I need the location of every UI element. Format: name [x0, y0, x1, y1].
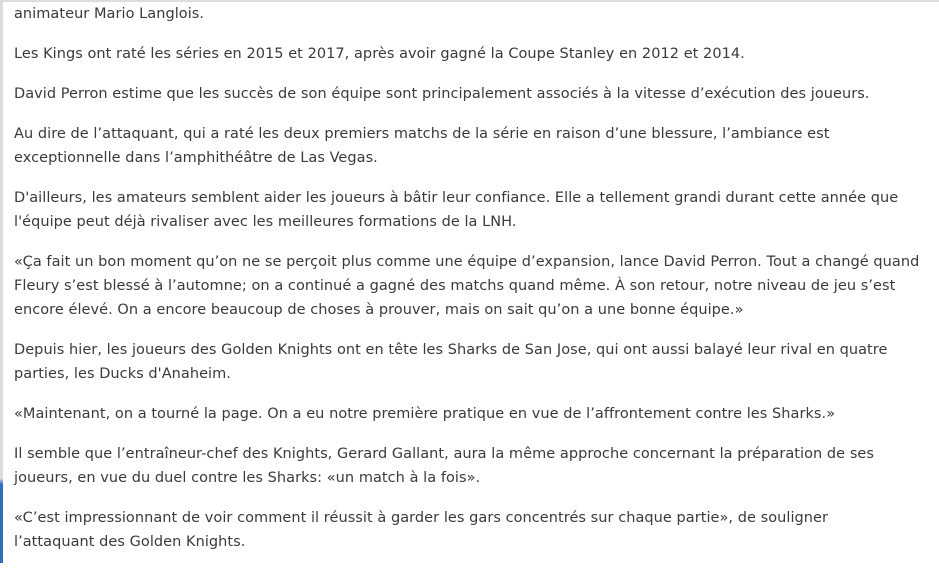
paragraph-line: Depuis hier, les joueurs des Golden Knights ont en tête les Sharks de San Jose, qui ont aussi balayé leur rival en quatre	[14, 342, 888, 358]
paragraph-line: «Maintenant, on a tourné la page. On a eu notre première pratique en vue de l’affrontement contre les Sharks.»	[14, 406, 836, 422]
paragraph	[14, 338, 924, 386]
paragraph-line: David Perron estime que les succès de son équipe sont principalement associés à la vitesse d’exécution des joueurs.	[14, 86, 870, 102]
paragraph-line: encore élevé. On a encore beaucoup de choses à prouver, mais on sait qu’on a une bonne équipe.»	[14, 302, 744, 318]
quote-paragraph	[14, 506, 924, 554]
paragraph	[14, 82, 924, 106]
paragraph-line: D'ailleurs, les amateurs semblent aider les joueurs à bâtir leur confiance. Elle a tellement grandi durant cette année que	[14, 190, 899, 206]
paragraph-line: animateur Mario Langlois.	[14, 6, 205, 22]
paragraph	[14, 186, 924, 234]
quote-paragraph	[14, 250, 924, 322]
article-body	[14, 2, 924, 570]
paragraph	[14, 42, 924, 66]
paragraph-line: joueurs, en vue du duel contre les Sharks: «un match à la fois».	[14, 470, 481, 486]
paragraph	[14, 442, 924, 490]
paragraph-line: l'équipe peut déjà rivaliser avec les meilleures formations de la LNH.	[14, 214, 517, 230]
paragraph-line: «C’est impressionnant de voir comment il réussit à garder les gars concentrés sur chaque partie», de souligner	[14, 510, 829, 526]
quote-paragraph	[14, 402, 924, 426]
paragraph-line: «Ça fait un bon moment qu’on ne se perçoit plus comme une équipe d’expansion, lance David Perron. Tout a changé quand	[14, 254, 920, 270]
paragraph	[14, 2, 924, 26]
paragraph-line: Au dire de l’attaquant, qui a raté les deux premiers matchs de la série en raison d’une blessure, l’ambiance est	[14, 126, 830, 142]
paragraph-line: Les Kings ont raté les séries en 2015 et 2017, après avoir gagné la Coupe Stanley en 2012 et 2014.	[14, 46, 745, 62]
paragraph-line: Il semble que l’entraîneur-chef des Knights, Gerard Gallant, aura la même approche concernant la préparation de ses	[14, 446, 874, 462]
paragraph	[14, 122, 924, 170]
left-edge-accent	[0, 0, 3, 563]
paragraph-line: parties, les Ducks d'Anaheim.	[14, 366, 231, 382]
paragraph-line: Fleury s’est blessé à l’automne; on a continué a gagné des matchs quand même. À son retour, notre niveau de jeu s’est	[14, 278, 896, 294]
paragraph-line: l’attaquant des Golden Knights.	[14, 534, 246, 550]
paragraph-line: exceptionnelle dans l’amphithéâtre de Las Vegas.	[14, 150, 378, 166]
